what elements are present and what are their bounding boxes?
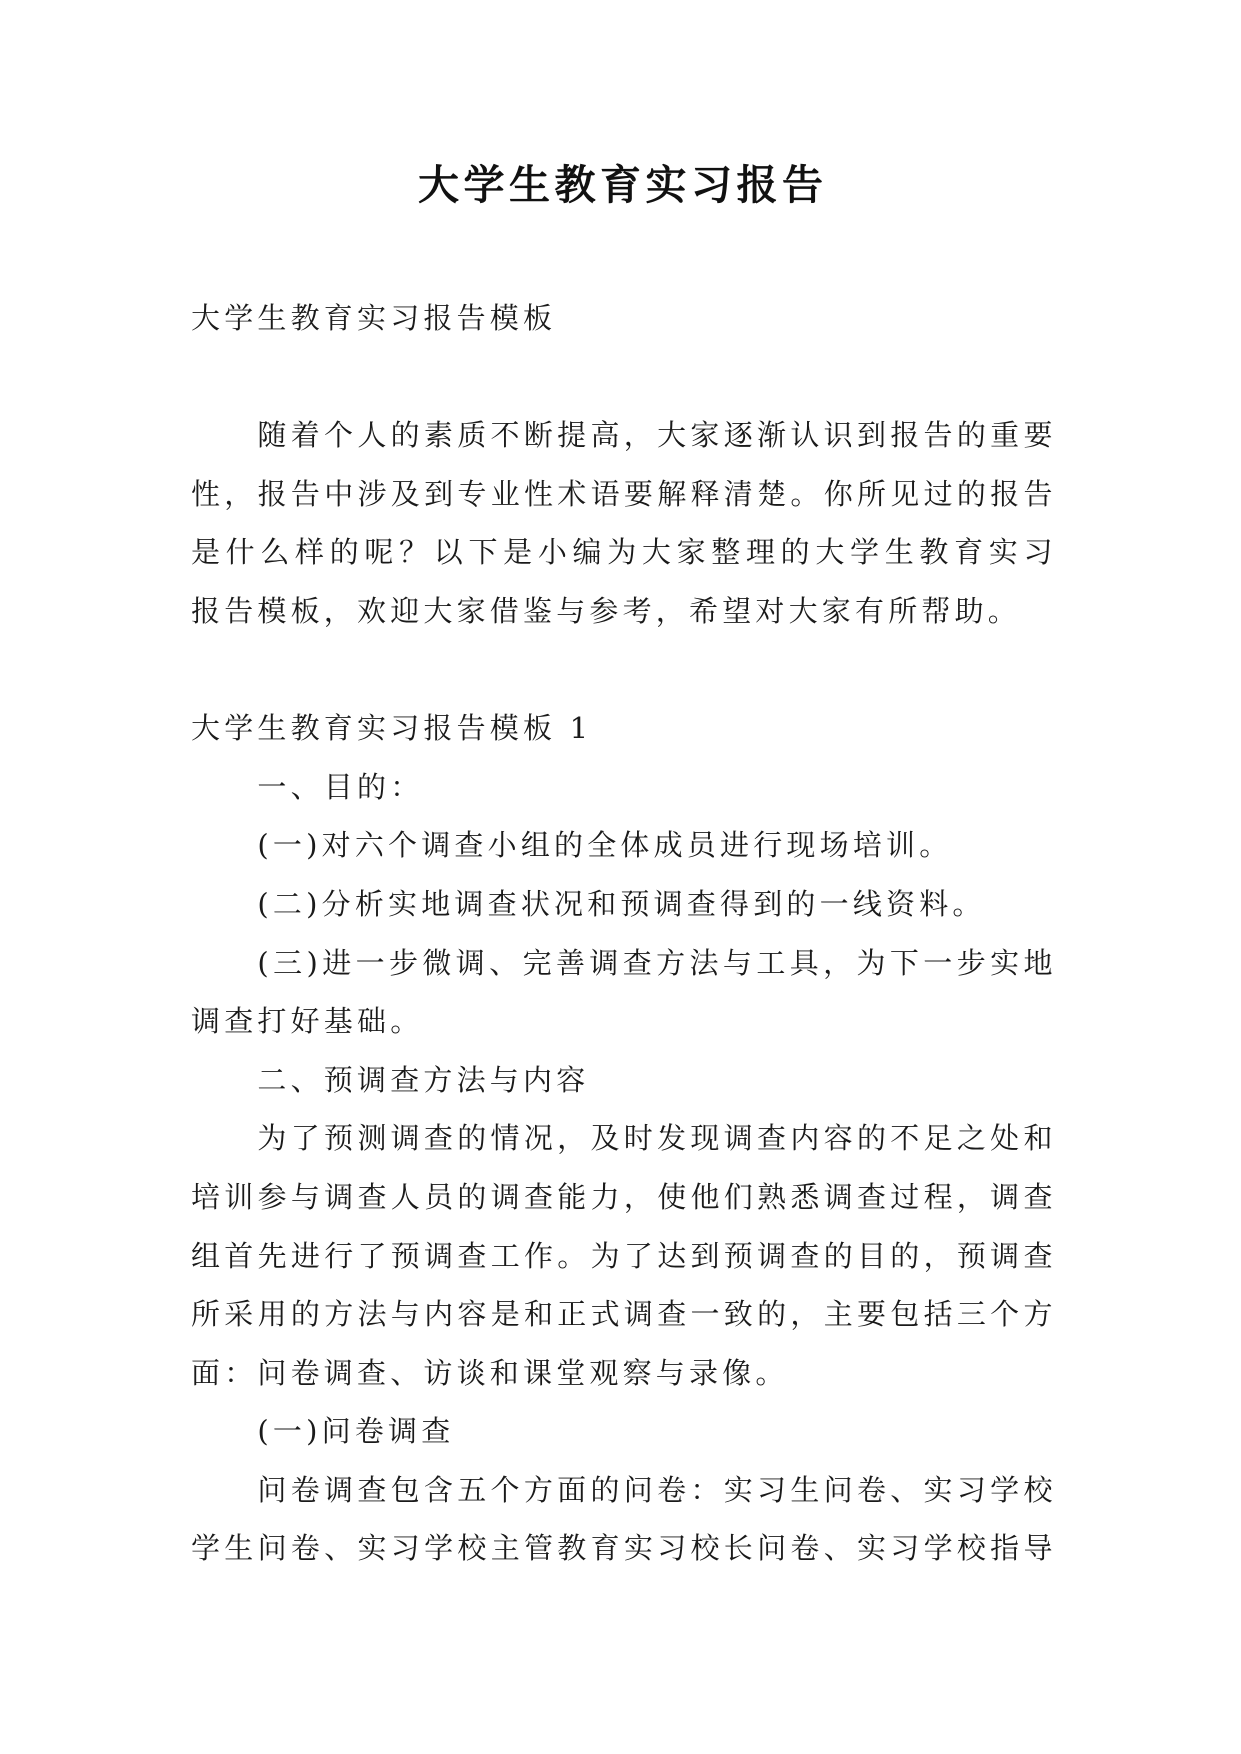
paragraph-line: 面：问卷调查、访谈和课堂观察与录像。 — [191, 1355, 789, 1390]
purpose-item: (三)进一步微调、完善调查方法与工具，为下一步实地 — [257, 945, 1055, 980]
purpose-section — [191, 758, 1055, 1051]
paragraph-line: 是什么样的呢？以下是小编为大家整理的大学生教育实习 — [191, 535, 1055, 570]
document-subtitle: 大学生教育实习报告模板 — [191, 301, 557, 335]
paragraph-line: 组首先进行了预调查工作。为了达到预调查的目的，预调查 — [191, 1238, 1055, 1273]
paragraph-line: 培训参与调查人员的调查能力，使他们熟悉调查过程，调查 — [191, 1179, 1055, 1214]
purpose-item: (二)分析实地调查状况和预调查得到的一线资料。 — [257, 886, 986, 921]
paragraph-line: 性，报告中涉及到专业性术语要解释清楚。你所见过的报告 — [191, 476, 1055, 511]
document-title: 大学生教育实习报告 — [418, 161, 828, 209]
paragraph-line: 报告模板，欢迎大家借鉴与参考，希望对大家有所帮助。 — [191, 593, 1022, 628]
purpose-heading: 一、目的： — [257, 769, 424, 804]
document-body — [191, 289, 1055, 1578]
section-heading: 大学生教育实习报告模板 1 — [191, 711, 593, 746]
method-section — [191, 1051, 1055, 1578]
paragraph-line: 问卷调查包含五个方面的问卷：实习生问卷、实习学校 — [257, 1472, 1055, 1507]
questionnaire-heading: (一)问卷调查 — [257, 1414, 455, 1449]
paragraph-line: 学生问卷、实习学校主管教育实习校长问卷、实习学校指导 — [191, 1531, 1055, 1566]
template-1-section — [191, 699, 1055, 1578]
purpose-item: (一)对六个调查小组的全体成员进行现场培训。 — [257, 828, 953, 863]
paragraph-line: 随着个人的素质不断提高，大家逐渐认识到报告的重要 — [257, 418, 1055, 453]
paragraph-line: 为了预测调查的情况，及时发现调查内容的不足之处和 — [257, 1121, 1055, 1156]
purpose-item-continuation: 调查打好基础。 — [191, 1004, 424, 1039]
questionnaire-subsection — [191, 1402, 1055, 1578]
intro-paragraph — [191, 406, 1055, 640]
method-heading: 二、预调查方法与内容 — [257, 1062, 590, 1097]
paragraph-line: 所采用的方法与内容是和正式调查一致的，主要包括三个方 — [191, 1297, 1055, 1332]
